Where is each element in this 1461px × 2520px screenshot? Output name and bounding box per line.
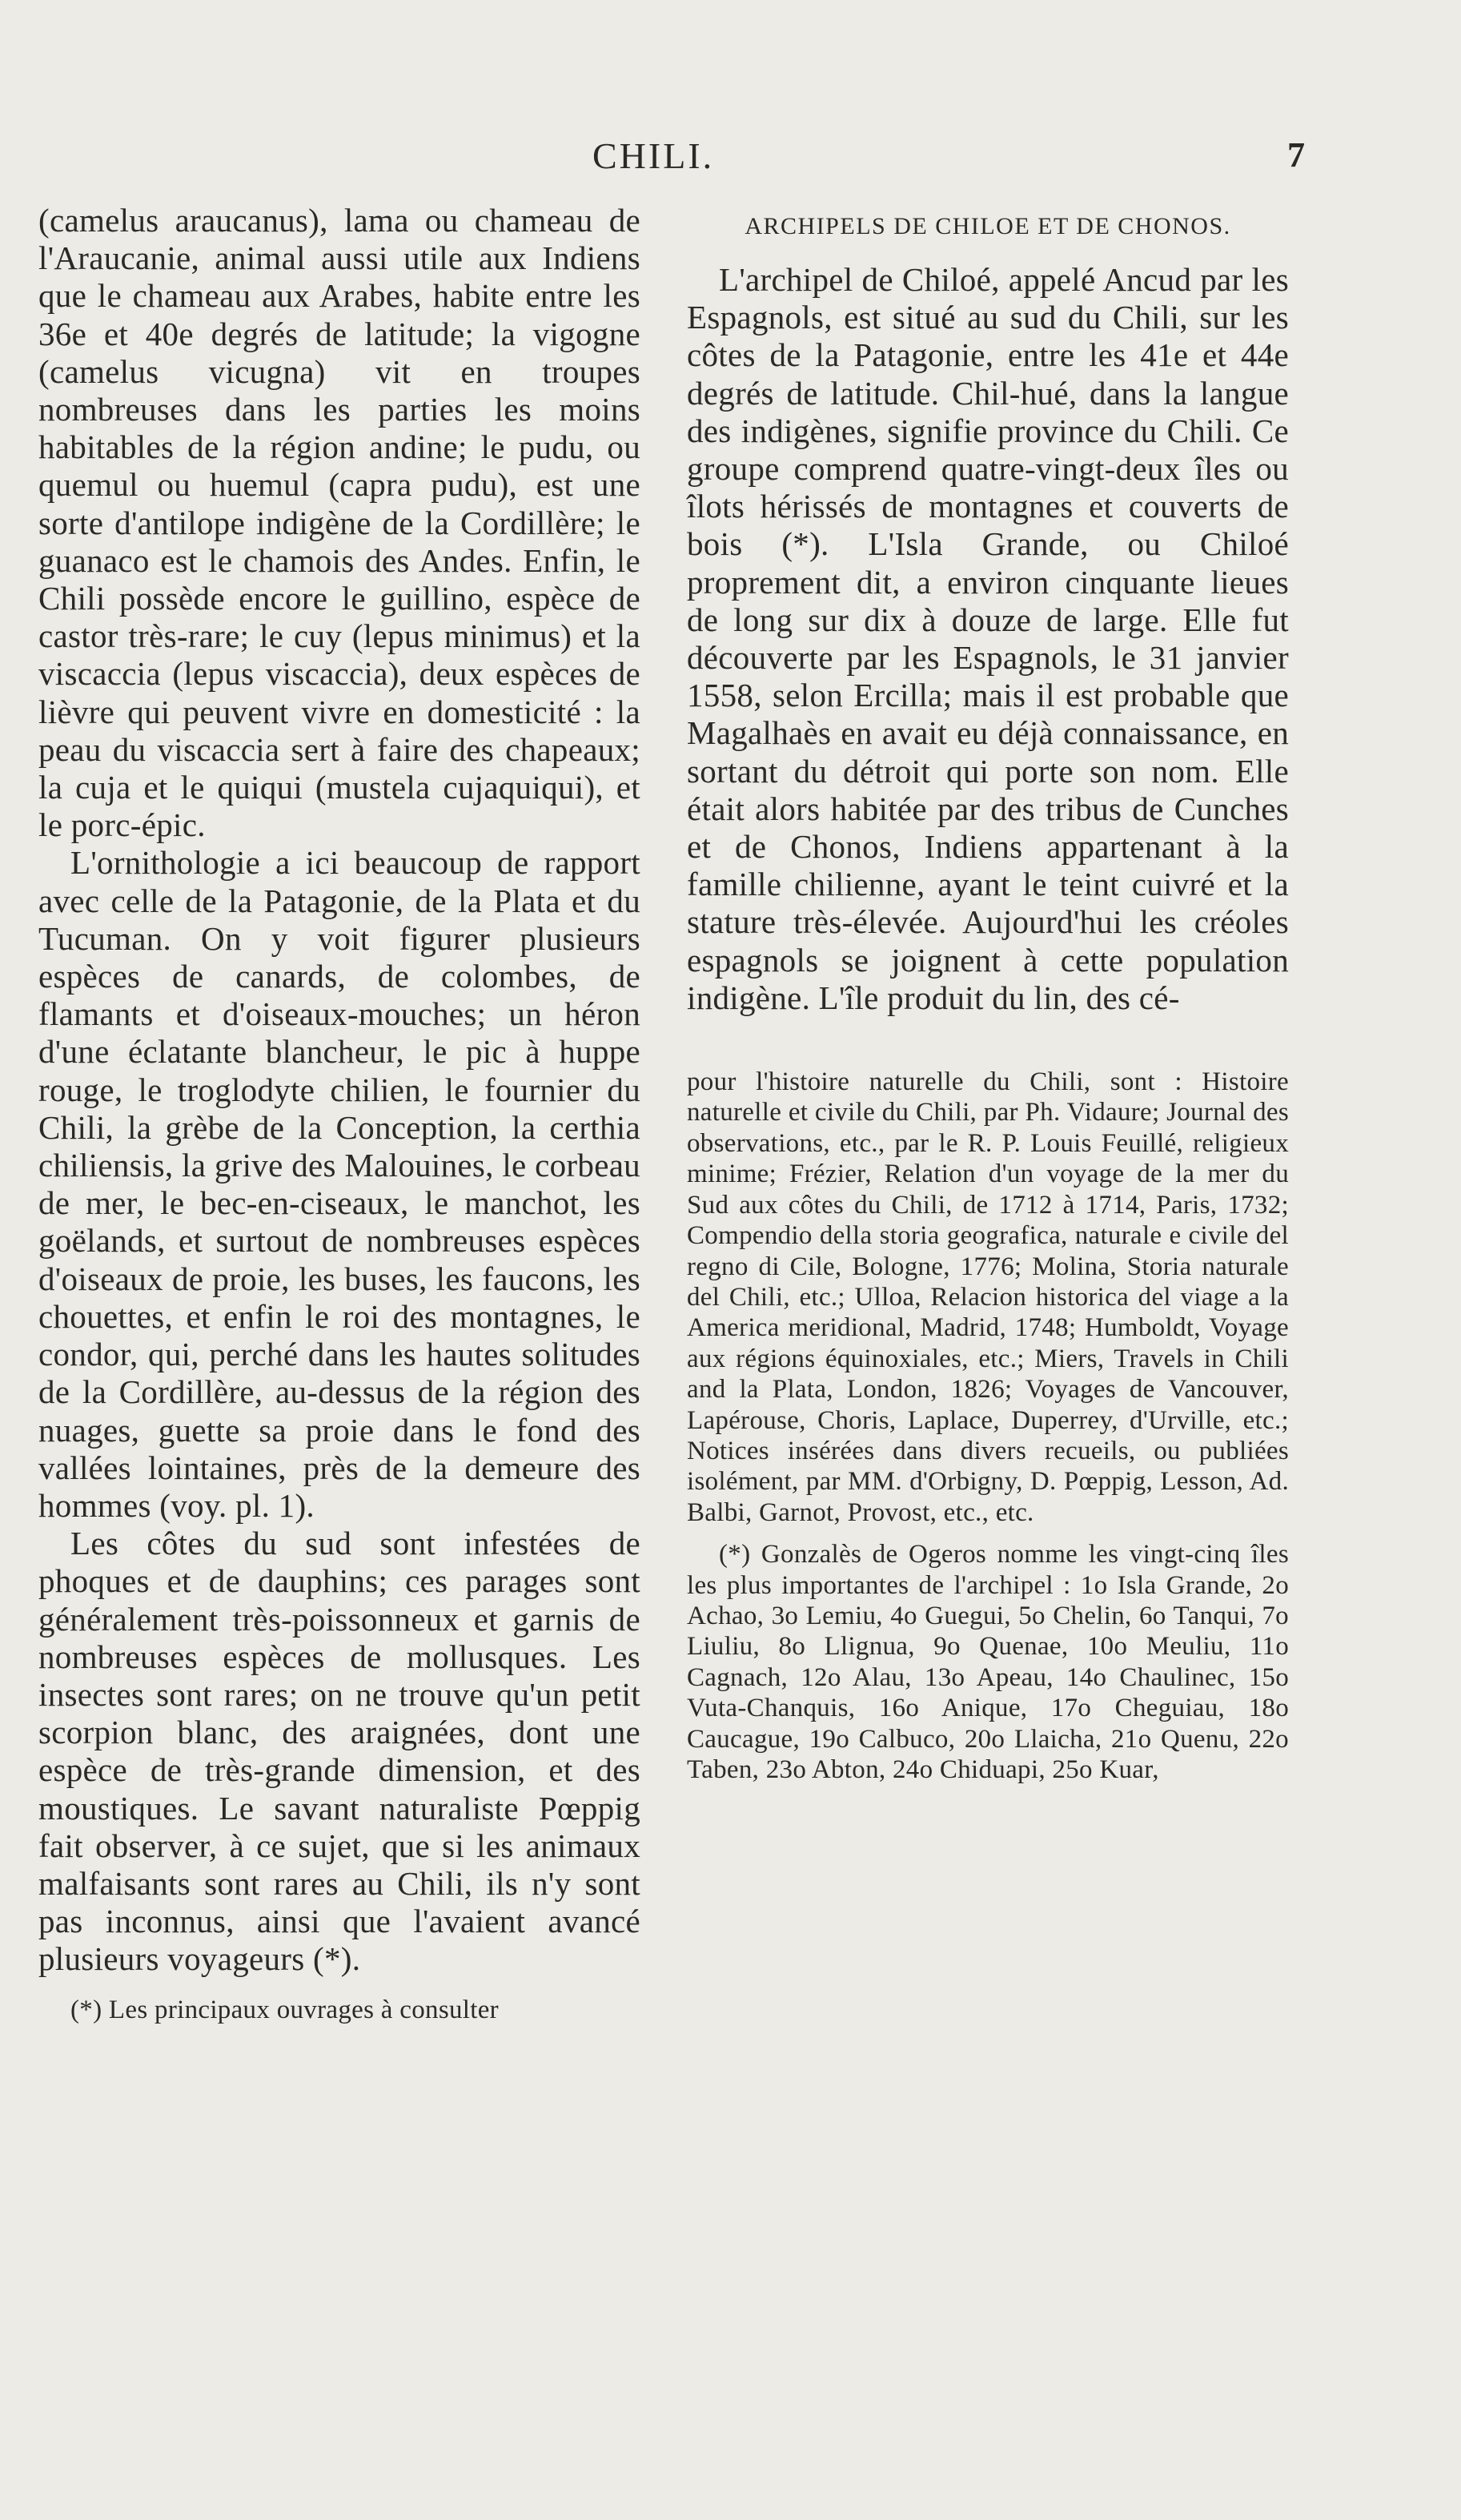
footnote-text: (*) Les principaux ouvrages à consulter bbox=[70, 1995, 499, 2024]
left-column bbox=[38, 202, 640, 2025]
footnote-islands bbox=[687, 1539, 1289, 1785]
footnotes bbox=[687, 1067, 1289, 1785]
footnote-islands-text: (*) Gonzalès de Ogeros nomme les vingt-cinq îles les plus importantes de l'archipel : 1o Isla Grande, 2o Achao, 3o Lemiu, 4o Guegui, 5o Chelin, 6o Tanqui, 7o Liuliu, 8o Llignua, 9o Quenae, 10o Meuliu, 11o Cagnach, 12o Alau, 13o Apeau, 14o Chaulinec, 15o Vuta-Chanquis, 16o Anique, 17o Cheguiau, 18o Caucague, 19o Calbuco, 20o Llaicha, 21o Quenu, 22o Taben, 23o Abton, 24o Chiduapi, 25o Kuar, bbox=[687, 1540, 1289, 1784]
page-number: 7 bbox=[1287, 135, 1305, 175]
paragraph-mammals: (camelus araucanus), lama ou chameau de l'Araucanie, animal aussi utile aux Indiens que le chameau aux Arabes, habite entre les 36e et 40e degrés de latitude; la vigogne (camelus vicugna) vit en troupes nombreuses dans les parties les moins habitables de la région andine; le pudu, ou quemul ou huemul (capra pudu), est une sorte d'antilope indigène de la Cordillère; le guanaco est le chamois des Andes. Enfin, le Chili possède encore le guillino, espèce de castor très-rare; le cuy (lepus minimus) et la viscaccia (lepus viscaccia), deux espèces de lièvre qui peuvent vivre en domesticité : la peau du viscaccia sert à faire des chapeaux; la cuja et le quiqui (mustela cujaquiqui), et le porc-épic. bbox=[38, 202, 640, 844]
paragraph-chiloe: L'archipel de Chiloé, appelé Ancud par les Espagnols, est situé au sud du Chili, sur les côtes de la Patagonie, entre les 41e et 44e degrés de latitude. Chil-hué, dans la langue des indigènes, signifie province du Chili. Ce groupe comprend quatre-vingt-deux îles ou îlots hérissés de montagnes et couverts de bois (*). L'Isla Grande, ou Chiloé proprement dit, a environ cinquante lieues de long sur dix à douze de large. Elle fut découverte par les Espagnols, le 31 janvier 1558, selon Ercilla; mais il est probable que Magalhaès en avait eu déjà connaissance, en sortant du détroit qui porte son nom. Elle était alors habitée par des tribus de Cunches et de Chonos, Indiens appartenant à la famille chilienne, ayant le teint cuivré et la stature très-élevée. Aujourd'hui les créoles espagnols se joignent à cette population indigène. L'île produit du lin, des cé- bbox=[687, 261, 1289, 1016]
right-column bbox=[687, 202, 1289, 1785]
running-head bbox=[0, 135, 1461, 183]
running-title: CHILI. bbox=[592, 135, 715, 176]
footnote-start bbox=[38, 1995, 640, 2025]
footnote-sources bbox=[687, 1067, 1289, 1528]
paragraph-coasts-insects: Les côtes du sud sont infestées de phoques et de dauphins; ces parages sont généralement très-poissonneux et garnis de nombreuses espèces de mollusques. Les insectes sont rares; on ne trouve qu'un petit scorpion blanc, des araignées, dont une espèce de très-grande dimension, et des moustiques. Le savant naturaliste Pœppig fait observer, à ce sujet, que si les animaux malfaisants sont rares au Chili, ils n'y sont pas inconnus, ainsi que l'avaient avancé plusieurs voyageurs (*). bbox=[38, 1525, 640, 1978]
footnote-sources-text: pour l'histoire naturelle du Chili, sont : Histoire naturelle et civile du Chili, par Ph. Vidaure; Journal des observations, etc., par le R. P. Louis Feuillé, religieux minime; Frézier, Relation d'un voyage de la mer du Sud aux côtes du Chili, de 1712 à 1714, Paris, 1732; Compendio della storia geografica, naturale e civile del regno di Cile, Bologne, 1776; Molina, Storia naturale del Chili, etc.; Ulloa, Relacion historica del viage a la America meridional, Madrid, 1748; Humboldt, Voyage aux régions équinoxiales, etc.; Miers, Travels in Chili and la Plata, London, 1826; Voyages de Vancouver, Lapérouse, Choris, Laplace, Duperrey, d'Urville, etc.; Notices insérées dans divers recueils, ou publiées isolément, par MM. d'Orbigny, D. Pœppig, Lesson, Ad. Balbi, Garnot, Provost, etc., etc. bbox=[687, 1067, 1289, 1527]
paragraph-ornithology: L'ornithologie a ici beaucoup de rapport avec celle de la Patagonie, de la Plata et du Tucuman. On y voit figurer plusieurs espèces de canards, de colombes, de flamants et d'oiseaux-mouches; un héron d'une éclatante blancheur, le pic à huppe rouge, le troglodyte chilien, le fournier du Chili, la grèbe de la Conception, la certhia chiliensis, la grive des Malouines, le corbeau de mer, le bec-en-ciseaux, le manchot, les goëlands, et surtout de nombreuses espèces d'oiseaux de proie, les buses, les faucons, les chouettes, et enfin le roi des montagnes, le condor, qui, perché dans les hautes solitudes de la Cordillère, au-dessus de la région des nuages, guette sa proie dans le fond des vallées lointaines, près de la demeure des hommes (voy. pl. 1). bbox=[38, 844, 640, 1524]
section-heading: ARCHIPELS DE CHILOE ET DE CHONOS. bbox=[745, 213, 1231, 239]
